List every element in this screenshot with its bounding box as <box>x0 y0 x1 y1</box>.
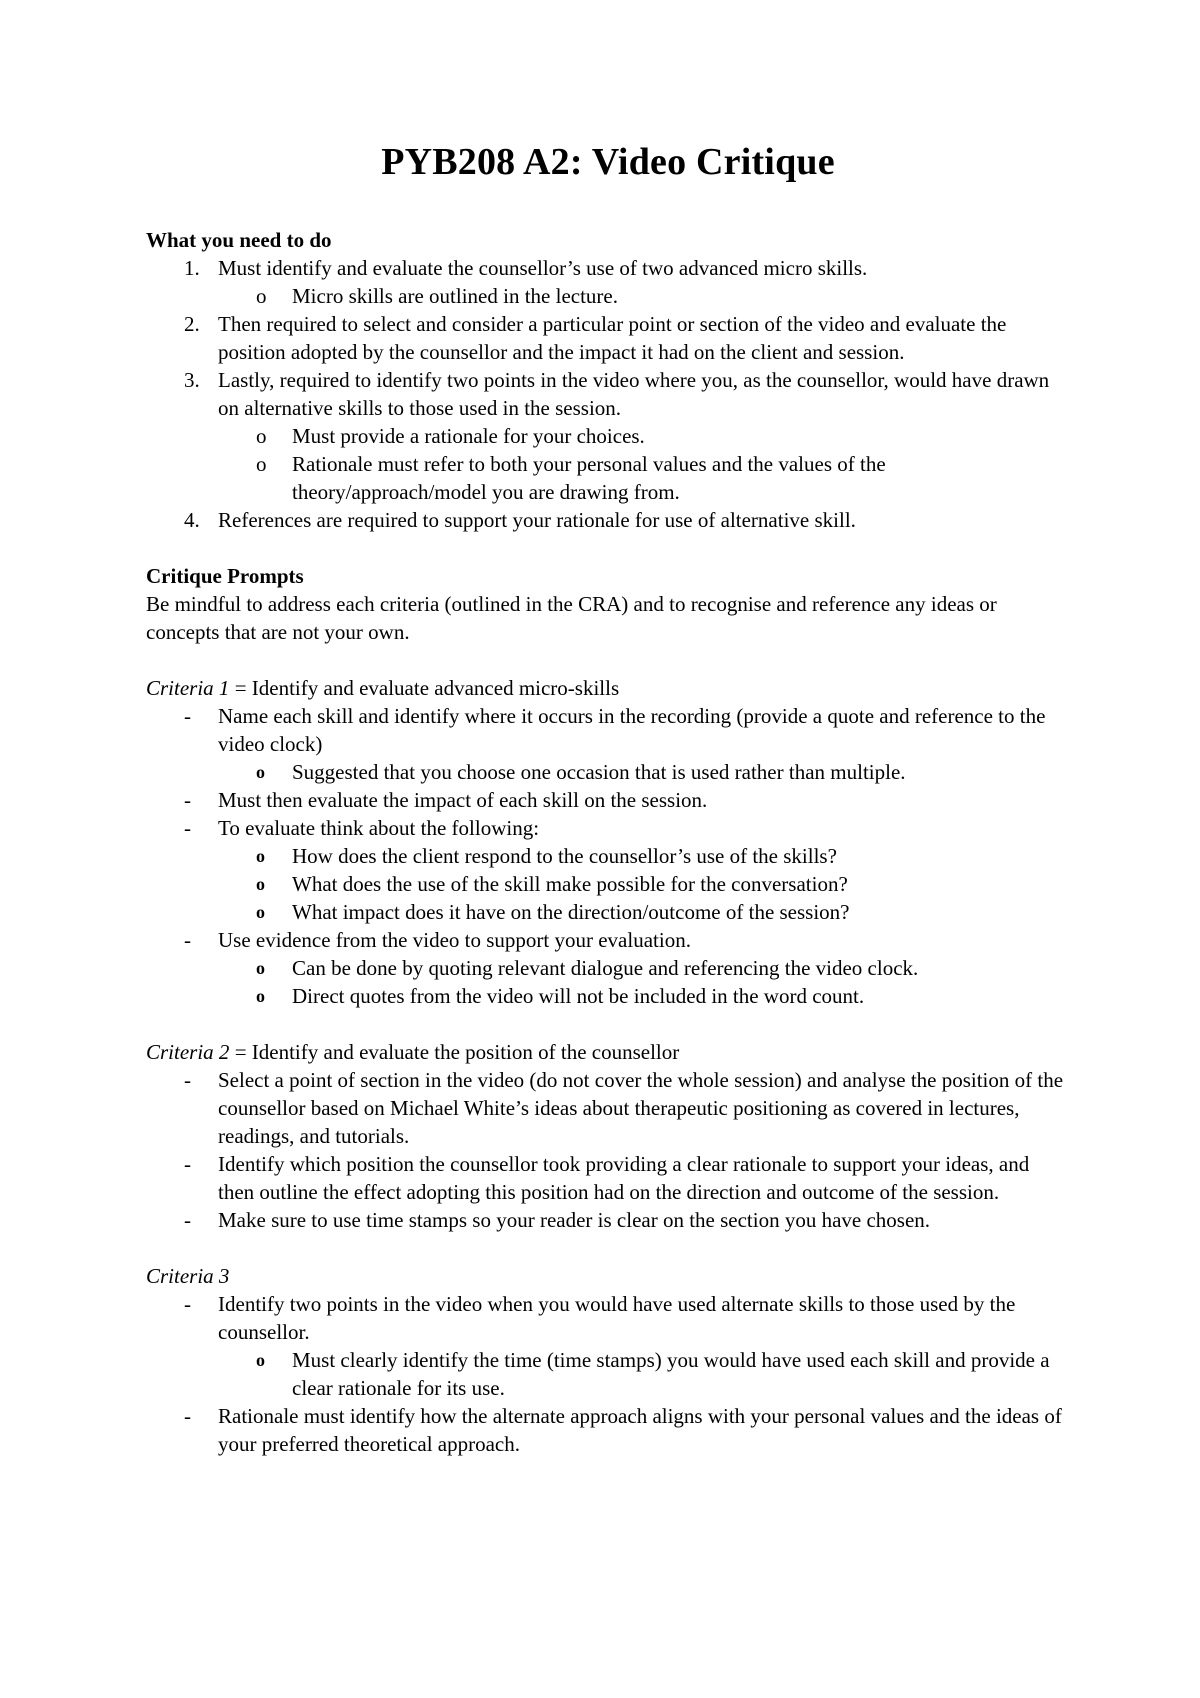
list-item-text: Make sure to use time stamps so your reader is clear on the section you have chosen. <box>218 1208 931 1232</box>
sub-list-item-text: What does the use of the skill make possible for the conversation? <box>292 872 848 896</box>
list-item-text: Select a point of section in the video (do not cover the whole session) and analyse the position of the counsellor based on Michael White’s ideas about therapeutic positioning as covered in lectures, readings, and tutorials. <box>218 1068 1064 1148</box>
list-item-text: Then required to select and consider a particular point or section of the video and evaluate the position adopted by the counsellor and the impact it had on the client and session. <box>218 312 1007 364</box>
dash-bullet-icon: - <box>184 1068 191 1092</box>
hollow-bullet-icon: o <box>256 424 267 448</box>
list-item-text: Lastly, required to identify two points in the video where you, as the counsellor, would have drawn on alternative skills to those used in the session. <box>218 368 1050 420</box>
list-item-text: Rationale must identify how the alternate approach aligns with your personal values and the ideas of your preferred theoretical approach. <box>218 1404 1062 1456</box>
criteria-1-title <box>146 674 1070 702</box>
list-item <box>146 506 1070 534</box>
sub-list-item <box>146 282 1070 310</box>
sub-list-item <box>146 982 1070 1010</box>
list-item <box>146 1206 1070 1234</box>
sub-list-item <box>146 450 1070 506</box>
bold-bullet-icon: o <box>256 986 265 1006</box>
list-number: 3. <box>184 368 200 392</box>
list-item <box>146 1290 1070 1346</box>
list-item <box>146 254 1070 282</box>
list-item-text: Use evidence from the video to support your evaluation. <box>218 928 691 952</box>
sub-list-item <box>146 954 1070 982</box>
list-item <box>146 1402 1070 1458</box>
dash-bullet-icon: - <box>184 1404 191 1428</box>
list-item <box>146 926 1070 954</box>
list-item-text: Identify two points in the video when you would have used alternate skills to those used by the counsellor. <box>218 1292 1016 1344</box>
sub-list-item-text: Suggested that you choose one occasion that is used rather than multiple. <box>292 760 906 784</box>
bold-bullet-icon: o <box>256 762 265 782</box>
dash-bullet-icon: - <box>184 928 191 952</box>
list-item-text: Must identify and evaluate the counsellor’s use of two advanced micro skills. <box>218 256 868 280</box>
list-item <box>146 366 1070 422</box>
sub-list-item-text: What impact does it have on the direction/outcome of the session? <box>292 900 850 924</box>
list-number: 1. <box>184 256 200 280</box>
bold-bullet-icon: o <box>256 1350 265 1370</box>
sub-list-item <box>146 1346 1070 1402</box>
sub-list-item <box>146 870 1070 898</box>
sub-list-item-text: Must provide a rationale for your choices. <box>292 424 645 448</box>
criteria-label: Criteria 2 <box>146 1040 230 1064</box>
criteria-2-title <box>146 1038 1070 1066</box>
sub-list-item <box>146 842 1070 870</box>
bold-bullet-icon: o <box>256 958 265 978</box>
list-item <box>146 1066 1070 1150</box>
sub-list-item <box>146 422 1070 450</box>
list-item <box>146 1150 1070 1206</box>
sub-list-item <box>146 898 1070 926</box>
list-number: 4. <box>184 508 200 532</box>
sub-list-item <box>146 758 1070 786</box>
dash-bullet-icon: - <box>184 1152 191 1176</box>
dash-bullet-icon: - <box>184 1292 191 1316</box>
sub-list-item-text: Rationale must refer to both your personal values and the values of the theory/approach/model you are drawing from. <box>292 452 886 504</box>
hollow-bullet-icon: o <box>256 452 267 476</box>
section-heading-what-to-do: What you need to do <box>146 228 332 252</box>
dash-bullet-icon: - <box>184 816 191 840</box>
bold-bullet-icon: o <box>256 874 265 894</box>
list-item-text: Name each skill and identify where it occurs in the recording (provide a quote and reference to the video clock) <box>218 704 1046 756</box>
sub-list-item-text: How does the client respond to the counsellor’s use of the skills? <box>292 844 837 868</box>
list-item <box>146 310 1070 366</box>
sub-list-item-text: Can be done by quoting relevant dialogue and referencing the video clock. <box>292 956 919 980</box>
criteria-description: = Identify and evaluate advanced micro-skills <box>229 676 620 700</box>
dash-bullet-icon: - <box>184 1208 191 1232</box>
sub-list-item-text: Direct quotes from the video will not be included in the word count. <box>292 984 865 1008</box>
list-item-text: Identify which position the counsellor took providing a clear rationale to support your ideas, and then outline the effect adopting this position had on the direction and outcome of the session. <box>218 1152 1030 1204</box>
sub-list-item-text: Micro skills are outlined in the lecture. <box>292 284 618 308</box>
section-intro: Be mindful to address each criteria (outlined in the CRA) and to recognise and reference any ideas or concepts that are not your own. <box>146 592 997 644</box>
list-item-text: To evaluate think about the following: <box>218 816 540 840</box>
criteria-description: = Identify and evaluate the position of the counsellor <box>229 1040 680 1064</box>
bold-bullet-icon: o <box>256 902 265 922</box>
list-item <box>146 702 1070 758</box>
criteria-label: Criteria 3 <box>146 1264 230 1288</box>
hollow-bullet-icon: o <box>256 284 267 308</box>
page-title: PYB208 A2: Video Critique <box>381 141 835 183</box>
bold-bullet-icon: o <box>256 846 265 866</box>
dash-bullet-icon: - <box>184 788 191 812</box>
list-item-text: Must then evaluate the impact of each skill on the session. <box>218 788 708 812</box>
section-heading-critique-prompts: Critique Prompts <box>146 564 304 588</box>
criteria-label: Criteria 1 <box>146 676 230 700</box>
list-item <box>146 786 1070 814</box>
list-number: 2. <box>184 312 200 336</box>
dash-bullet-icon: - <box>184 704 191 728</box>
criteria-3-title <box>146 1262 1070 1290</box>
sub-list-item-text: Must clearly identify the time (time stamps) you would have used each skill and provide a clear rationale for its use. <box>292 1348 1050 1400</box>
list-item <box>146 814 1070 842</box>
list-item-text: References are required to support your rationale for use of alternative skill. <box>218 508 856 532</box>
